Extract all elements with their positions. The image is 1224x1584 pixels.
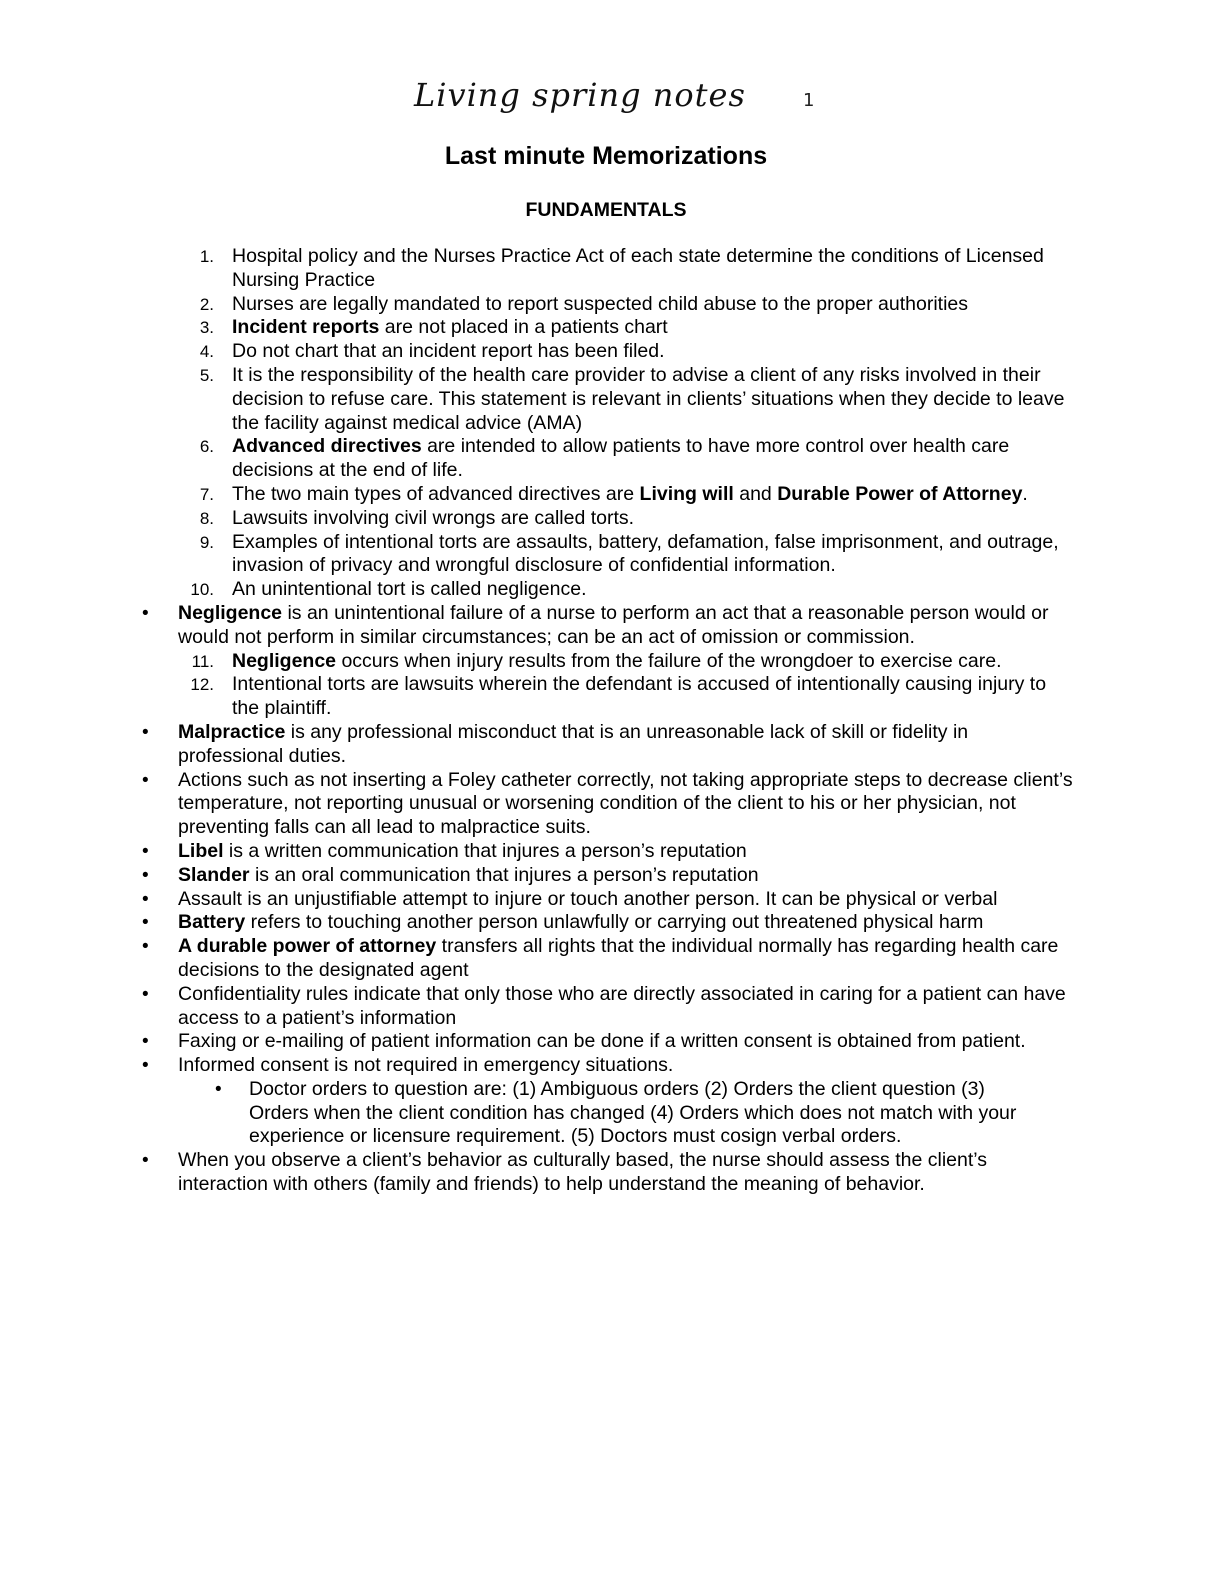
numbered-list-item bbox=[0, 507, 1072, 531]
numbered-list-item bbox=[0, 578, 1072, 602]
item-text: is an unintentional failure of a nurse to perform an act that a reasonable person would or would not perform in similar circumstances; can be an act of omission or commission. bbox=[178, 601, 1049, 648]
list-number: 6. bbox=[199, 437, 214, 457]
item-text: Actions such as not inserting a Foley catheter correctly, not taking appropriate steps to decrease client’s temperature, not reporting unusual or worsening condition of the client to his or her physician, not preventing falls can all lead to malpractice suits. bbox=[178, 768, 1073, 839]
bold-term: Durable Power of Attorney bbox=[777, 482, 1023, 505]
numbered-list-item bbox=[0, 435, 1072, 483]
list-number: 9. bbox=[199, 532, 214, 552]
item-text: Assault is an unjustifiable attempt to injure or touch another person. It can be physical or verbal bbox=[178, 887, 998, 910]
bullet-icon: • bbox=[142, 602, 149, 624]
list-number: 1. bbox=[199, 247, 214, 266]
item-text: is any professional misconduct that is an unreasonable lack of skill or fidelity in professional duties. bbox=[178, 720, 969, 767]
item-text: Examples of intentional torts are assaults, battery, defamation, false imprisonment, and outrage, invasion of privacy and wrongful disclosure of confidential information. bbox=[232, 530, 1059, 577]
item-text: When you observe a client’s behavior as culturally based, the nurse should assess the client’s interaction with others (family and friends) to help understand the meaning of behavior. bbox=[178, 1149, 987, 1196]
bold-term: Advanced directives bbox=[232, 435, 422, 458]
bullet-icon: • bbox=[142, 840, 149, 862]
page-number: 1 bbox=[803, 90, 815, 111]
bullet-item bbox=[0, 721, 1073, 769]
bullet-item bbox=[0, 840, 1073, 864]
item-text: are intended to allow patients to have more control over health care decisions at the end of life. bbox=[232, 435, 1010, 482]
numbered-list-item bbox=[0, 293, 1072, 317]
numbered-list-item bbox=[0, 364, 1072, 435]
bullet-item bbox=[0, 1054, 1073, 1078]
item-text: . bbox=[1022, 482, 1028, 505]
list-number: 5. bbox=[199, 365, 214, 385]
numbered-list-item bbox=[0, 673, 1072, 721]
bullet-item bbox=[0, 769, 1073, 840]
item-text: are not placed in a patients chart bbox=[379, 316, 668, 339]
bullet-icon: • bbox=[142, 769, 149, 791]
bullet-icon: • bbox=[142, 1031, 149, 1053]
numbered-list-item bbox=[0, 245, 1072, 293]
item-text: Confidentiality rules indicate that only those who are directly associated in caring for a patient can have access to a patient’s information bbox=[178, 982, 1066, 1029]
item-text: refers to touching another person unlawfully or carrying out threatened physical harm bbox=[245, 911, 984, 934]
bullet-item bbox=[0, 983, 1073, 1031]
bold-term: Malpractice bbox=[178, 720, 286, 743]
bold-term: A durable power of attorney bbox=[178, 935, 437, 958]
bullet-icon: • bbox=[142, 983, 149, 1005]
bullet-item bbox=[0, 1149, 1073, 1197]
item-text: Lawsuits involving civil wrongs are called torts. bbox=[232, 506, 635, 529]
numbered-list-item bbox=[0, 483, 1072, 507]
list-number: 7. bbox=[199, 484, 214, 504]
numbered-list-item bbox=[0, 650, 1072, 674]
list-number: 11. bbox=[191, 651, 214, 671]
bullet-item bbox=[0, 888, 1073, 912]
item-text: The two main types of advanced directives are bbox=[232, 482, 640, 505]
list-number: 2. bbox=[199, 294, 214, 314]
bold-term: Negligence bbox=[232, 649, 337, 672]
bullet-icon: • bbox=[142, 1055, 149, 1077]
notes-list bbox=[0, 245, 1224, 1197]
bullet-icon: • bbox=[142, 936, 149, 958]
item-text: Intentional torts are lawsuits wherein the defendant is accused of intentionally causing injury to the plaintiff. bbox=[232, 673, 1047, 720]
bold-term: Battery bbox=[178, 911, 246, 934]
bullet-icon: • bbox=[142, 721, 149, 743]
item-text: occurs when injury results from the failure of the wrongdoer to exercise care. bbox=[336, 649, 1002, 672]
item-text: Faxing or e-mailing of patient information can be done if a written consent is obtained from patient. bbox=[178, 1030, 1026, 1053]
list-number: 4. bbox=[199, 342, 214, 362]
handwritten-header: Living spring notes bbox=[414, 76, 746, 114]
section-heading: FUNDAMENTALS bbox=[525, 199, 687, 221]
item-text: Hospital policy and the Nurses Practice Act of each state determine the conditions of Licensed Nursing Practice bbox=[232, 245, 1044, 291]
numbered-list-item bbox=[0, 316, 1072, 340]
item-text: is a written communication that injures a person’s reputation bbox=[223, 839, 747, 862]
item-text: and bbox=[733, 482, 778, 505]
bullet-icon: • bbox=[142, 864, 149, 886]
bullet-item bbox=[0, 1030, 1073, 1054]
numbered-list-item bbox=[0, 340, 1072, 364]
list-number: 10. bbox=[190, 580, 214, 600]
page-title: Last minute Memorizations bbox=[444, 142, 768, 170]
bullet-icon: • bbox=[215, 1078, 222, 1100]
bullet-item bbox=[0, 602, 1073, 650]
bullet-item bbox=[0, 864, 1073, 888]
item-text: Doctor orders to question are: (1) Ambiguous orders (2) Orders the client question (3) Orders when the client condition has changed (4) Orders which does not match with your experience or licensure requirement. (5) Doctors must cosign verbal orders. bbox=[249, 1077, 1017, 1148]
list-number: 8. bbox=[199, 508, 214, 528]
bold-term: Libel bbox=[178, 839, 224, 862]
bullet-item bbox=[0, 911, 1073, 935]
item-text: is an oral communication that injures a person’s reputation bbox=[249, 863, 759, 886]
sub-bullet-item bbox=[0, 1078, 1049, 1149]
list-number: 12. bbox=[190, 675, 214, 695]
item-text: An unintentional tort is called negligence. bbox=[232, 578, 587, 601]
bullet-icon: • bbox=[142, 888, 149, 910]
list-number: 3. bbox=[199, 318, 214, 338]
item-text: Informed consent is not required in emergency situations. bbox=[178, 1054, 674, 1077]
item-text: transfers all rights that the individual normally has regarding health care decisions to the designated agent bbox=[178, 935, 1059, 981]
bullet-item bbox=[0, 935, 1073, 983]
bullet-icon: • bbox=[142, 1150, 149, 1172]
bold-term: Living will bbox=[639, 482, 734, 505]
item-text: Do not chart that an incident report has been filed. bbox=[232, 340, 665, 363]
bold-term: Negligence bbox=[178, 601, 283, 624]
bullet-icon: • bbox=[142, 912, 149, 934]
numbered-list-item bbox=[0, 531, 1072, 579]
item-text: It is the responsibility of the health care provider to advise a client of any risks involved in their decision to refuse care. This statement is relevant in clients’ situations when they decide to leave the facility against medical advice (AMA) bbox=[232, 363, 1065, 434]
item-text: Nurses are legally mandated to report suspected child abuse to the proper authorities bbox=[232, 292, 969, 315]
bold-term: Incident reports bbox=[232, 316, 380, 339]
bold-term: Slander bbox=[178, 863, 250, 886]
